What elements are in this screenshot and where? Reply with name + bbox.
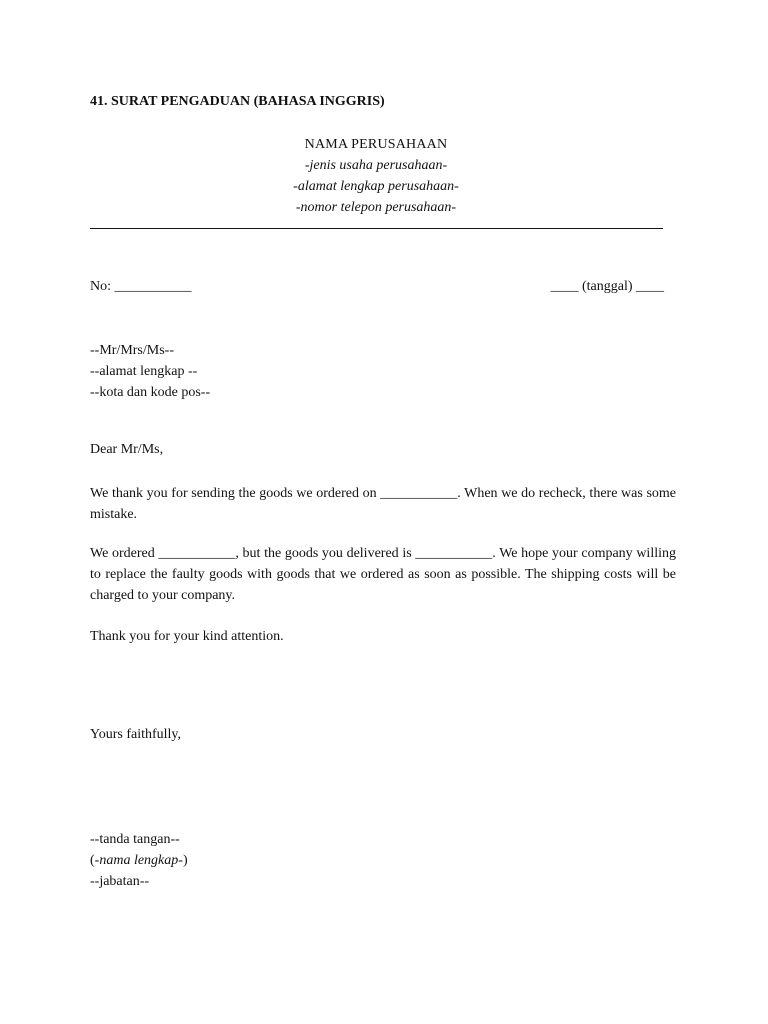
- company-business-type: -jenis usaha perusahaan-: [304, 158, 448, 173]
- letter-number: No: ___________: [90, 279, 192, 294]
- recipient-name: --Mr/Mrs/Ms--: [90, 343, 174, 358]
- signer-position: --jabatan--: [90, 874, 150, 889]
- recipient-block: [90, 340, 210, 403]
- letterhead: [90, 134, 662, 218]
- body-paragraph-1: We thank you for sending the goods we ordered on ___________. When we do recheck, there was some mistake.: [90, 486, 676, 522]
- signer-name-open: (: [90, 853, 95, 868]
- company-address: -alamat lengkap perusahaan-: [293, 179, 459, 194]
- signer-name-line: [90, 850, 188, 871]
- closing: Yours faithfully,: [90, 727, 182, 742]
- document-title: 41. SURAT PENGADUAN (BAHASA INGGRIS): [90, 94, 385, 109]
- signature-placeholder: --tanda tangan--: [90, 832, 180, 847]
- signer-name: -nama lengkap-: [94, 853, 183, 868]
- recipient-city: --kota dan kode pos--: [90, 385, 211, 400]
- company-phone: -nomor telepon perusahaan-: [295, 200, 457, 215]
- signer-name-close: ): [182, 853, 188, 868]
- salutation: Dear Mr/Ms,: [90, 442, 164, 457]
- letterhead-divider: [90, 228, 663, 229]
- letter-date: ____ (tanggal) ____: [550, 279, 664, 294]
- body-paragraph-3: Thank you for your kind attention.: [90, 629, 284, 644]
- body-paragraph-2: We ordered ___________, but the goods you delivered is ___________. We hope your company willing to replace the faulty goods with goods that we ordered as soon as possible. The shipping costs will be charged to your company.: [90, 546, 676, 603]
- recipient-address: --alamat lengkap --: [90, 364, 198, 379]
- company-name: NAMA PERUSAHAAN: [304, 137, 448, 152]
- signature-block: [90, 829, 188, 892]
